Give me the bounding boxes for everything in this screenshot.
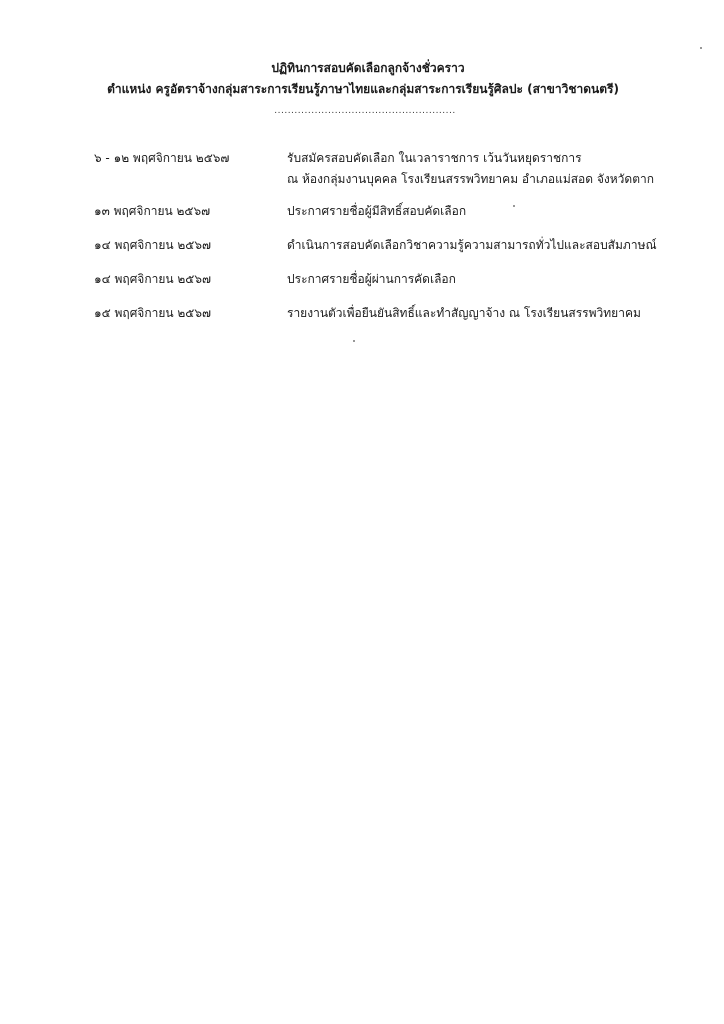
header-block (0, 58, 724, 118)
activity-line: รับสมัครสอบคัดเลือก ในเวลาราชการ เว้นวันหยุดราชการ (287, 151, 582, 165)
activity-line: รายงานตัวเพื่อยืนยันสิทธิ์และทำสัญญาจ้าง ณ โรงเรียนสรรพวิทยาคม (287, 306, 641, 320)
schedule-activity (287, 303, 707, 324)
schedule-date: ๑๔ พฤศจิกายน ๒๕๖๗ (94, 272, 212, 286)
activity-line: ประกาศรายชื่อผู้ผ่านการคัดเลือก (287, 272, 456, 286)
scan-speck (700, 47, 702, 49)
schedule-activity (287, 235, 707, 256)
document-subtitle: ตำแหน่ง ครูอัตราจ้างกลุ่มสาระการเรียนรู้ภาษาไทยและกลุ่มสาระการเรียนรู้ศิลปะ (สาขาวิชาดนตรี) (107, 82, 619, 96)
scan-speck (513, 205, 515, 207)
activity-line: ณ ห้องกลุ่มงานบุคคล โรงเรียนสรรพวิทยาคม อำเภอแม่สอด จังหวัดตาก (287, 172, 654, 186)
schedule-date: ๖ - ๑๒ พฤศจิกายน ๒๕๖๗ (94, 151, 230, 165)
document-title: ปฏิทินการสอบคัดเลือกลูกจ้างชั่วคราว (271, 61, 465, 75)
schedule-activity (287, 269, 707, 290)
schedule-activity (287, 148, 707, 190)
scan-speck (353, 340, 355, 342)
activity-line: ประกาศรายชื่อผู้มีสิทธิ์สอบคัดเลือก (287, 204, 467, 218)
schedule-date: ๑๓ พฤศจิกายน ๒๕๖๗ (94, 204, 211, 218)
schedule-activity (287, 201, 707, 222)
schedule-date: ๑๕ พฤศจิกายน ๒๕๖๗ (94, 306, 212, 320)
schedule-date: ๑๔ พฤศจิกายน ๒๕๖๗ (94, 238, 212, 252)
activity-line: ดำเนินการสอบคัดเลือกวิชาความรู้ความสามารถทั่วไปและสอบสัมภาษณ์ (287, 238, 657, 252)
dotted-separator: ...................................................... (274, 106, 456, 116)
